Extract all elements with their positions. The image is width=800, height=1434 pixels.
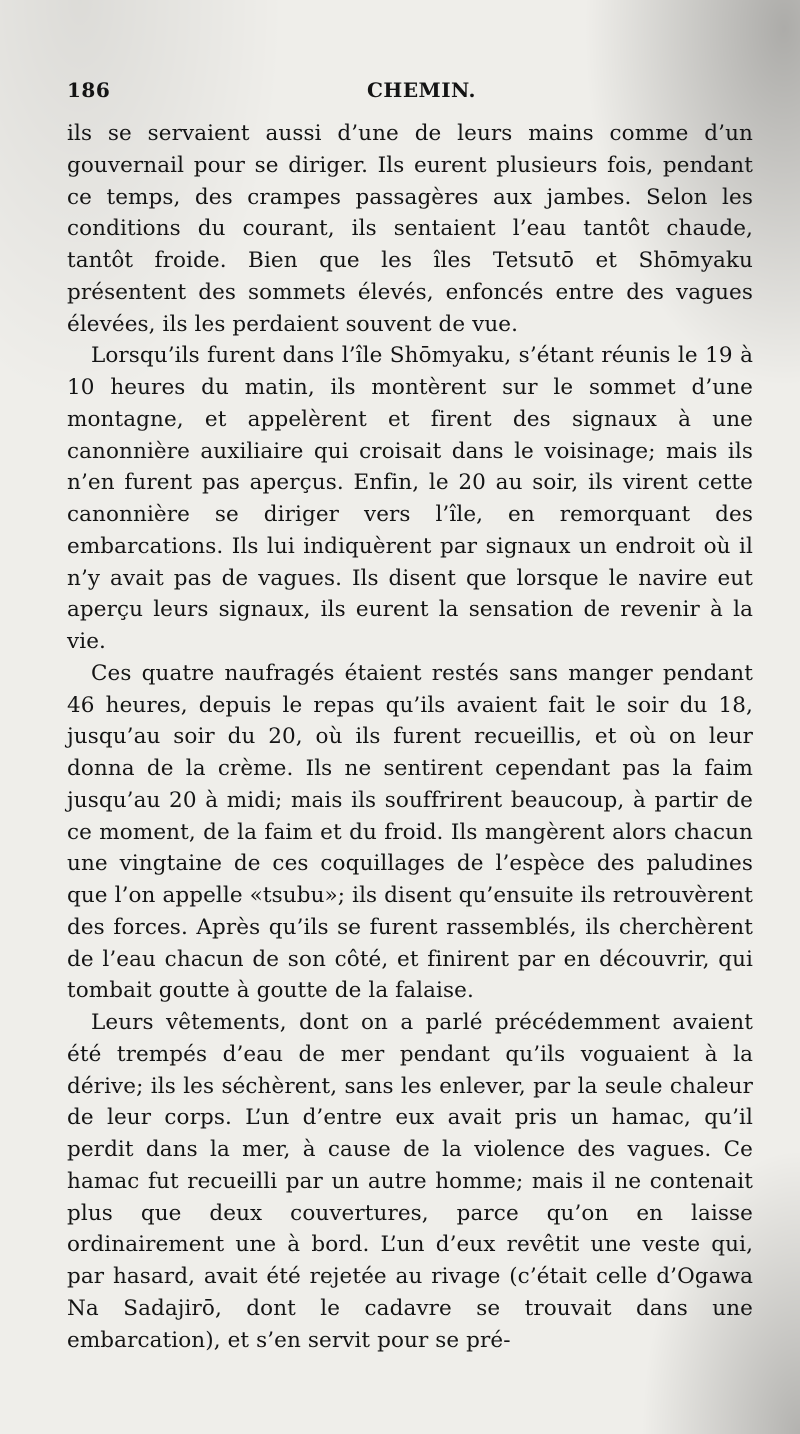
running-title: CHEMIN. bbox=[367, 78, 477, 102]
page-number: 186 bbox=[67, 78, 111, 102]
paragraph-4: Leurs vêtements, dont on a parlé précédemment avaient été trempés d’eau de mer pendant qu’ils voguaient à la dérive; ils les séchèrent, sans les enlever, par la seule chaleur de leur corps. L’un d’entre eux avait pris un hamac, qu’il perdit dans la mer, à cause de la violence des vagues. Ce hamac fut recueilli par un autre homme; mais il ne contenait plus que deux couvertures, parce qu’on en laisse ordinairement une à bord. L’un d’eux revêtit une veste qui, par hasard, avait été rejetée au rivage (c’était celle d’Ogawa Na Sadajirō, dont le cadavre se trouvait dans une embarcation), et s’en servit pour se pré- bbox=[67, 1010, 753, 1353]
page-header bbox=[67, 78, 745, 112]
paragraph-2: Lorsqu’ils furent dans l’île Shōmyaku, s’étant réunis le 19 à 10 heures du matin, ils montèrent sur le sommet d’une montagne, et appelèrent et firent des signaux à une canonnière auxiliaire qui croisait dans le voisinage; mais ils n’en furent pas aperçus. Enfin, le 20 au soir, ils virent cette canonnière se diriger vers l’île, en remorquant des embarcations. Ils lui indiquèrent par signaux un endroit où il n’y avait pas de vagues. Ils disent que lorsque le navire eut aperçu leurs signaux, ils eurent la sensation de revenir à la vie. bbox=[67, 343, 753, 654]
body-text bbox=[67, 118, 753, 1356]
paragraph-3: Ces quatre naufragés étaient restés sans manger pendant 46 heures, depuis le repas qu’ils avaient fait le soir du 18, jusqu’au soir du 20, où ils furent recueillis, et où on leur donna de la crème. Ils ne sentirent cependant pas la faim jusqu’au 20 à midi; mais ils souffrirent beaucoup, à partir de ce moment, de la faim et du froid. Ils mangèrent alors chacun une vingtaine de ces coquillages de l’espèce des paludines que l’on appelle «tsubu»; ils disent qu’ensuite ils retrouvèrent des forces. Après qu’ils se furent rassemblés, ils cherchèrent de l’eau chacun de son côté, et finirent par en découvrir, qui tombait goutte à goutte de la falaise. bbox=[67, 660, 753, 1004]
paragraph-1: ils se servaient aussi d’une de leurs mains comme d’un gouvernail pour se diriger. Ils eurent plusieurs fois, pendant ce temps, des crampes passagères aux jambes. Selon les conditions du courant, ils sentaient l’eau tantôt chaude, tantôt froide. Bien que les îles Tetsutō et Shōmyaku présentent des sommets élevés, enfoncés entre des vagues élevées, ils les perdaient souvent de vue. bbox=[67, 121, 753, 337]
